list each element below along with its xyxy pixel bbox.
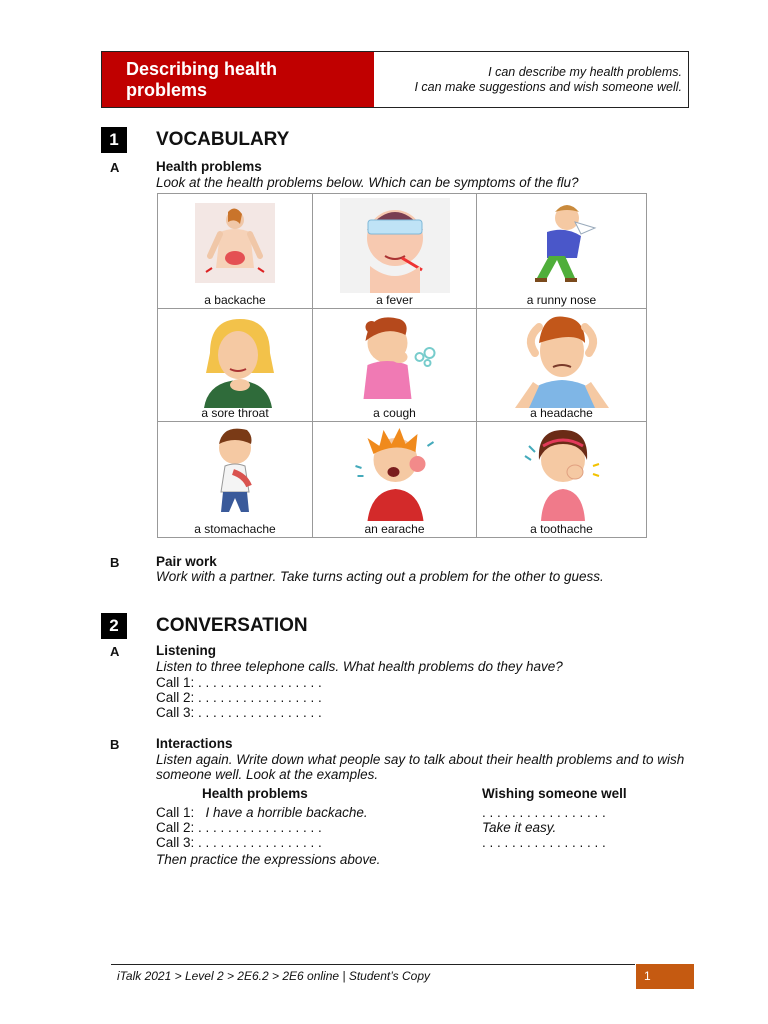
footer-breadcrumb: iTalk 2021 > Level 2 > 2E6.2 > 2E6 online | Student’s Copy <box>117 969 431 983</box>
interaction-call-3: Call 3: . . . . . . . . . . . . . . . . . <box>156 835 322 850</box>
grid-label: a fever <box>376 293 413 307</box>
section-2-number: 2 <box>101 613 127 639</box>
grid-label: a backache <box>204 293 266 307</box>
runny-nose-icon <box>517 198 607 293</box>
grid-cell-fever <box>313 194 477 309</box>
listening-call-3: Call 3: . . . . . . . . . . . . . . . . . <box>156 705 322 720</box>
grid-cell-cough <box>313 309 477 422</box>
earache-icon <box>347 426 442 521</box>
grid-cell-stomachache <box>158 422 313 537</box>
footer-divider <box>111 964 635 965</box>
part-2b-title: Interactions <box>156 736 233 751</box>
cough-icon <box>347 313 442 408</box>
part-1b-instruction: Work with a partner. Take turns acting out a problem for the other to guess. <box>156 569 604 584</box>
listening-call-2: Call 2: . . . . . . . . . . . . . . . . . <box>156 690 322 705</box>
backache-icon <box>190 198 280 288</box>
practice-instruction: Then practice the expressions above. <box>156 852 381 867</box>
section-1-number: 1 <box>101 127 127 153</box>
part-1a-title: Health problems <box>156 159 262 174</box>
grid-cell-toothache <box>477 422 646 537</box>
health-problems-grid <box>157 193 647 538</box>
interaction-call-1-label: Call 1: <box>156 805 195 820</box>
part-2b-instruction-line1: Listen again. Write down what people say to talk about their health problems and to wish <box>156 752 685 767</box>
part-2a-letter: A <box>110 644 120 659</box>
wish-answer-2: Take it easy. <box>482 820 557 835</box>
lesson-title-line1: Describing health <box>126 59 278 79</box>
lesson-title-line2: problems <box>126 80 208 100</box>
grid-cell-backache <box>158 194 313 309</box>
grid-label: a stomachache <box>194 522 276 536</box>
grid-label: a runny nose <box>526 293 597 307</box>
grid-label: a headache <box>530 406 593 420</box>
grid-cell-runny-nose <box>477 194 646 309</box>
column-header-wishing-well: Wishing someone well <box>482 786 627 801</box>
grid-cell-headache <box>477 309 646 422</box>
stomachache-icon <box>195 426 275 521</box>
section-1-title: VOCABULARY <box>156 129 290 150</box>
listening-call-1: Call 1: . . . . . . . . . . . . . . . . . <box>156 675 322 690</box>
wish-answer-3: . . . . . . . . . . . . . . . . . <box>482 835 606 850</box>
grid-label: a toothache <box>530 522 593 536</box>
learning-goals <box>374 52 688 107</box>
part-2b-instruction-line2: someone well. Look at the examples. <box>156 767 379 782</box>
part-2a-instruction: Listen to three telephone calls. What health problems do they have? <box>156 659 563 674</box>
grid-label: an earache <box>364 522 425 536</box>
toothache-icon <box>517 426 607 521</box>
lesson-title <box>102 52 374 107</box>
part-1a-letter: A <box>110 160 120 175</box>
interaction-call-1 <box>156 805 368 820</box>
goal-1: I can describe my health problems. <box>488 65 682 79</box>
fever-icon <box>340 198 450 293</box>
grid-label: a sore throat <box>201 406 269 420</box>
part-2a-title: Listening <box>156 643 216 658</box>
part-1a-instruction: Look at the health problems below. Which can be symptoms of the flu? <box>156 175 579 190</box>
interaction-call-1-example: I have a horrible backache. <box>205 805 368 820</box>
wish-answer-1: . . . . . . . . . . . . . . . . . <box>482 805 606 820</box>
interaction-call-2: Call 2: . . . . . . . . . . . . . . . . . <box>156 820 322 835</box>
part-1b-title: Pair work <box>156 554 217 569</box>
grid-cell-sore-throat <box>158 309 313 422</box>
headache-icon <box>507 313 617 408</box>
page-number: 1 <box>636 964 694 989</box>
sore-throat-icon <box>190 313 280 408</box>
part-2b-letter: B <box>110 737 120 752</box>
column-header-health-problems: Health problems <box>202 786 308 801</box>
grid-label: a cough <box>373 406 416 420</box>
goal-2: I can make suggestions and wish someone well. <box>414 80 682 94</box>
lesson-header <box>101 51 689 108</box>
section-2-title: CONVERSATION <box>156 615 308 636</box>
grid-cell-earache <box>313 422 477 537</box>
part-1b-letter: B <box>110 555 120 570</box>
